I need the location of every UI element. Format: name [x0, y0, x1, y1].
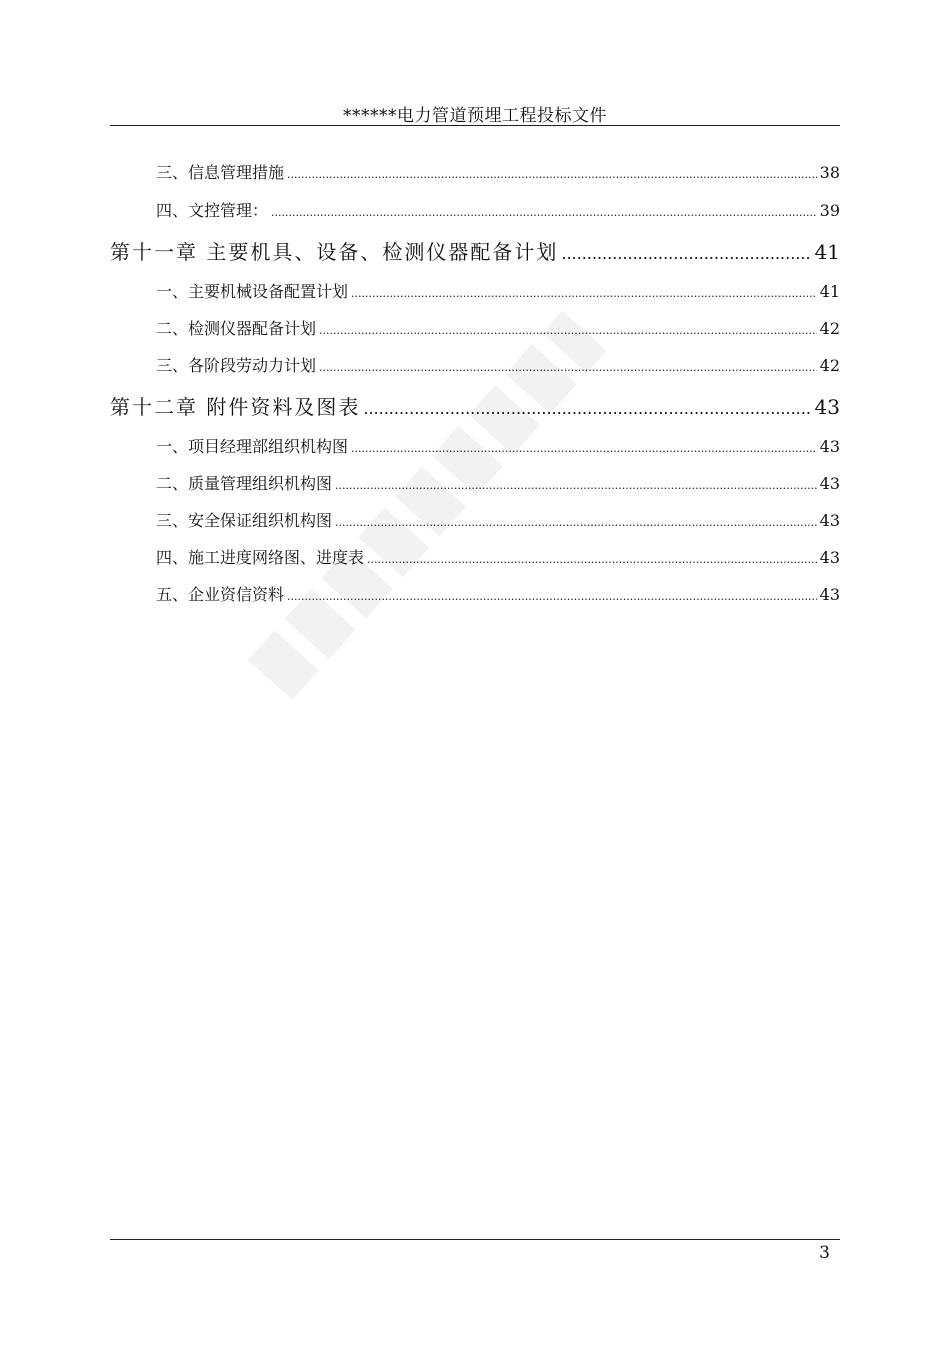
header-divider	[110, 125, 840, 126]
toc-chapter-entry[interactable]	[110, 236, 840, 265]
toc-entry-page: 39	[819, 201, 840, 220]
toc-entry-page: 43	[819, 511, 840, 530]
toc-entry-label: 文控管理：	[188, 201, 269, 220]
toc-leader-dots	[351, 442, 817, 455]
toc-chapter-label: 第十二章 附件资料及图表	[110, 395, 361, 419]
toc-entry-page: 43	[819, 437, 840, 456]
toc-entry-page: 38	[819, 163, 840, 182]
toc-leader-dots	[287, 590, 817, 603]
toc-leader-dots	[319, 324, 817, 337]
toc-leader-dots	[319, 361, 817, 374]
toc-leader-dots	[367, 553, 817, 566]
toc-entry-number: 五、	[156, 585, 189, 604]
toc-entry-page: 43	[819, 585, 840, 604]
toc-entry[interactable]	[110, 160, 840, 183]
toc-entry-number: 二、	[156, 474, 189, 493]
toc-entry-label: 主要机械设备配置计划	[188, 282, 349, 301]
toc-entry[interactable]	[110, 508, 840, 531]
document-header-title: ******电力管道预埋工程投标文件	[343, 106, 607, 126]
toc-entry-page: 42	[819, 319, 840, 338]
toc-entry-number: 一、	[156, 437, 189, 456]
toc-entry-page: 42	[819, 356, 840, 375]
toc-entry[interactable]	[110, 198, 840, 221]
toc-entry[interactable]	[110, 279, 840, 302]
toc-entry-label: 各阶段劳动力计划	[188, 356, 317, 375]
toc-chapter-label: 第十一章 主要机具、设备、检测仪器配备计划	[110, 240, 559, 264]
toc-entry-page: 41	[814, 240, 840, 264]
toc-entry[interactable]	[110, 471, 840, 494]
toc-entry-number: 四、	[156, 201, 189, 220]
toc-entry-label: 检测仪器配备计划	[188, 319, 317, 338]
toc-leader-dots	[363, 399, 811, 418]
toc-entry[interactable]	[110, 582, 840, 605]
toc-entry[interactable]	[110, 434, 840, 457]
toc-entry-label: 施工进度网络图、进度表	[188, 548, 365, 567]
toc-entry-number: 三、	[156, 511, 189, 530]
toc-entry[interactable]	[110, 316, 840, 339]
toc-entry-number: 三、	[156, 356, 189, 375]
toc-leader-dots	[335, 516, 817, 529]
toc-entry-label: 信息管理措施	[188, 163, 285, 182]
footer-divider	[110, 1239, 840, 1240]
toc-entry-number: 一、	[156, 282, 189, 301]
toc-leader-dots	[287, 168, 817, 181]
toc-entry-label: 项目经理部组织机构图	[188, 437, 349, 456]
footer-page-number: 3	[819, 1243, 830, 1263]
toc-entry[interactable]	[110, 545, 840, 568]
toc-entry-page: 41	[819, 282, 840, 301]
toc-entry-page: 43	[819, 548, 840, 567]
toc-entry[interactable]	[110, 353, 840, 376]
toc-entry-number: 三、	[156, 163, 189, 182]
toc-entry-page: 43	[819, 474, 840, 493]
toc-entry-label: 质量管理组织机构图	[188, 474, 333, 493]
toc-entry-number: 四、	[156, 548, 189, 567]
toc-leader-dots	[561, 244, 811, 263]
toc-chapter-entry[interactable]	[110, 391, 840, 420]
toc-leader-dots	[335, 479, 817, 492]
toc-entry-page: 43	[814, 395, 840, 419]
toc-entry-label: 安全保证组织机构图	[188, 511, 333, 530]
toc-entry-label: 企业资信资料	[188, 585, 285, 604]
toc-leader-dots	[271, 206, 817, 219]
toc-entry-number: 二、	[156, 319, 189, 338]
toc-leader-dots	[351, 287, 817, 300]
